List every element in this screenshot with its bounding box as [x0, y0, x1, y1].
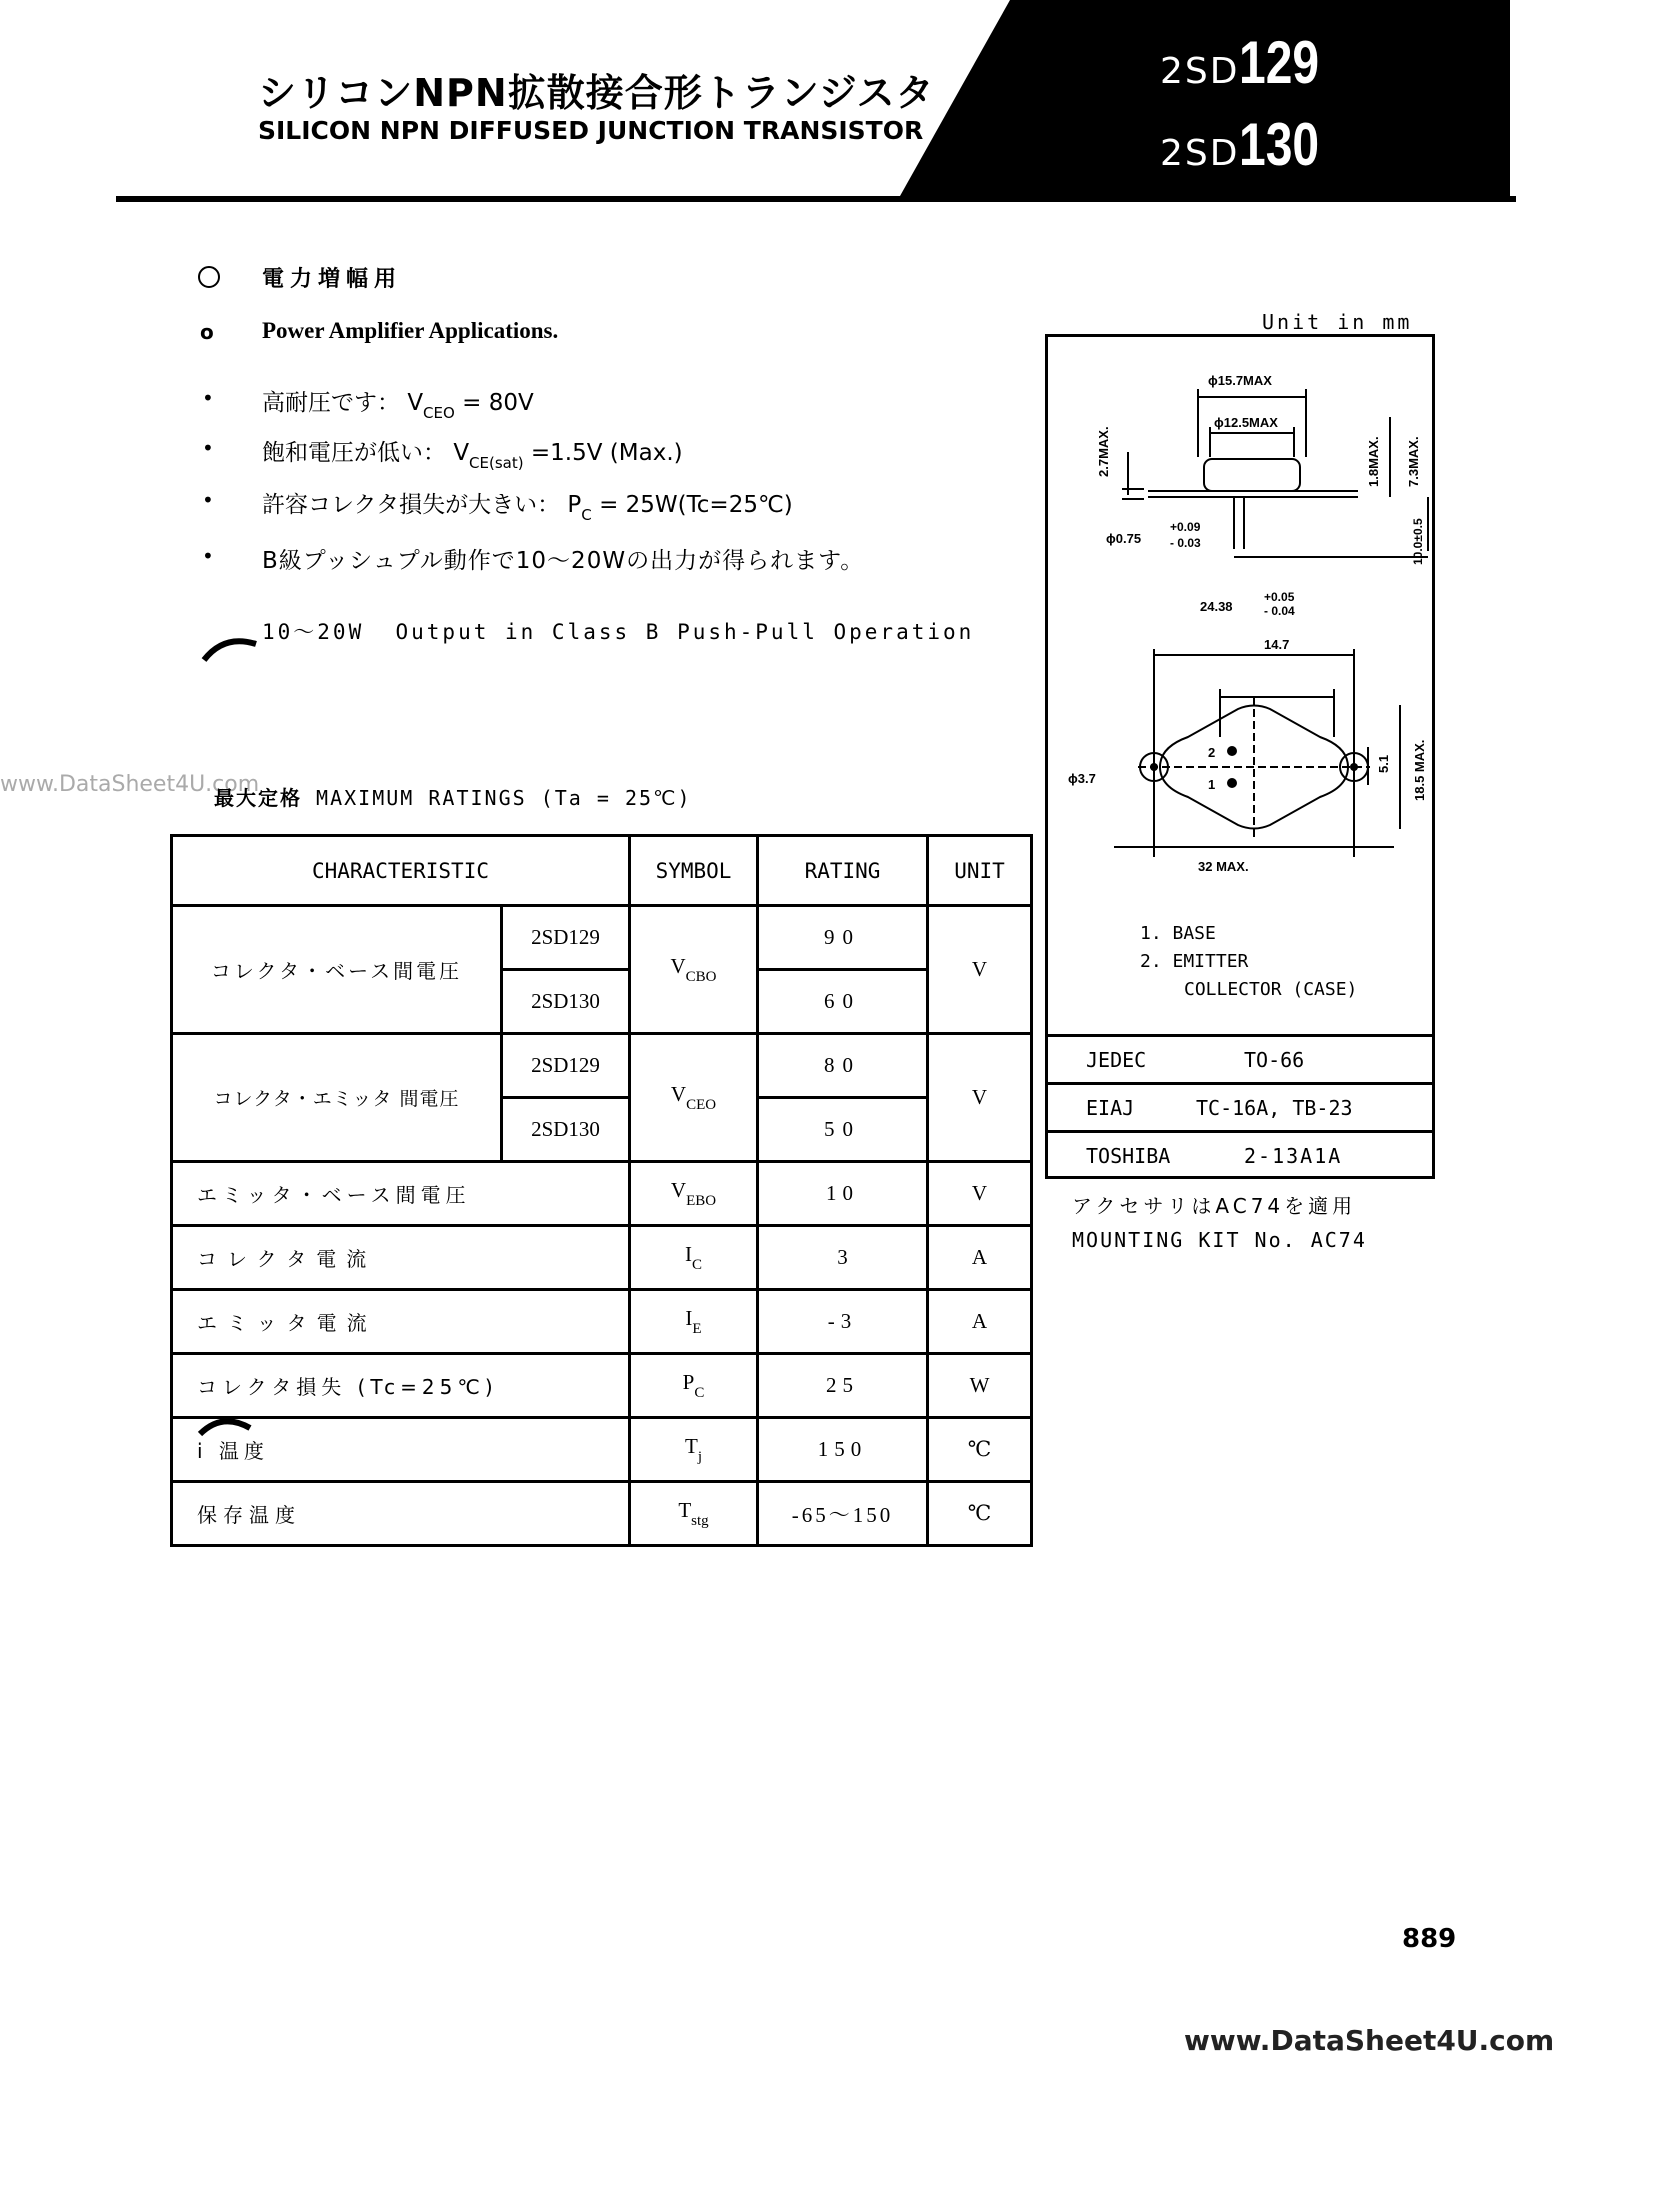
watermark-text: www.DataSheet4U.com: [0, 772, 260, 797]
bullet-dot: •: [202, 488, 214, 512]
dim-32: 32 MAX.: [1198, 859, 1249, 874]
col-header-characteristic: CHARACTERISTIC: [172, 836, 630, 906]
accessory-en: MOUNTING KIT No. AC74: [1072, 1228, 1367, 1252]
table-row: [172, 1418, 1032, 1482]
feature-1: 高耐圧です： $V_{CEO} = 80V$: [262, 390, 534, 422]
col-header-unit: UNIT: [928, 836, 1032, 906]
symbol-cell: $I_C$: [630, 1226, 758, 1290]
col-header-rating: RATING: [758, 836, 928, 906]
legend-base: 1. BASE: [1140, 923, 1216, 944]
rating-cell: 10: [758, 1162, 928, 1226]
table-header-row: [172, 836, 1032, 906]
unit-cell: ℃: [928, 1418, 1032, 1482]
dim-1-8: 1.8MAX.: [1366, 436, 1381, 487]
package-drawing: [1048, 337, 1432, 917]
application-jp: 電力増幅用: [262, 267, 403, 292]
dim-tol-minus: - 0.03: [1170, 536, 1201, 550]
part-cell: 2SD129: [502, 906, 630, 970]
feature-4-en: 10〜20W Output in Class B Push-Pull Operation: [262, 620, 975, 644]
dim-5-1: 5.1: [1376, 754, 1391, 773]
toshiba-label: TOSHIBA: [1086, 1144, 1171, 1168]
unit-cell: V: [928, 1162, 1032, 1226]
ratings-table: [170, 834, 1033, 1547]
symbol-cell: $I_E$: [630, 1290, 758, 1354]
bullet-dot: •: [202, 386, 214, 410]
dim-24-38: 24.38: [1200, 599, 1233, 614]
jedec-row: [1048, 1034, 1432, 1082]
feature-4-jp: B級プッシュプル動作で10〜20Wの出力が得られます。: [262, 548, 865, 574]
toshiba-row: [1048, 1130, 1432, 1178]
table-row: [172, 1354, 1032, 1418]
symbol-cell: $P_C$: [630, 1354, 758, 1418]
rating-cell: 25: [758, 1354, 928, 1418]
rating-cell: 3: [758, 1226, 928, 1290]
unit-cell: ℃: [928, 1482, 1032, 1546]
characteristic-cell: コレクタ電流: [172, 1226, 630, 1290]
unit-cell: W: [928, 1354, 1032, 1418]
table-row: [172, 1226, 1032, 1290]
part-number-1: 2SD129: [1160, 29, 1320, 96]
characteristic-cell: i 温度: [172, 1418, 630, 1482]
dim-phi-12-5: ϕ12.5MAX: [1214, 415, 1278, 430]
smudge-mark: [196, 1410, 256, 1440]
dim-18-5: 18.5 MAX.: [1412, 739, 1427, 801]
application-en: Power Amplifier Applications.: [262, 318, 559, 343]
eiaj-label: EIAJ: [1086, 1096, 1135, 1120]
table-row: [172, 1034, 1032, 1098]
legend-emitter: 2. EMITTER: [1140, 951, 1249, 972]
feature-2: 飽和電圧が低い： $V_{CE(sat)} =1.5V$ (Max.): [262, 440, 683, 472]
bullet-o: o: [200, 320, 214, 344]
table-row: [172, 906, 1032, 970]
part-cell: 2SD129: [502, 1034, 630, 1098]
table-row: [172, 1290, 1032, 1354]
characteristic-cell: 保存温度: [172, 1482, 630, 1546]
characteristic-cell: コレクタ損失 (Tc=25℃): [172, 1354, 630, 1418]
symbol-cell: $V_{CEO}$: [630, 1034, 758, 1162]
jedec-label: JEDEC: [1086, 1048, 1147, 1072]
table-row: [172, 1482, 1032, 1546]
package-outline-box: [1045, 334, 1435, 1179]
dim-tol-plus: +0.05: [1264, 590, 1295, 604]
eiaj-row: [1048, 1082, 1432, 1130]
part-number-2: 2SD130: [1160, 111, 1320, 178]
rating-cell: 50: [758, 1098, 928, 1162]
circle-bullet-icon: [198, 266, 220, 288]
rating-cell: -3: [758, 1290, 928, 1354]
unit-label: Unit in mm: [1262, 310, 1413, 334]
page-number: 889: [1402, 1924, 1457, 1954]
dim-tol-plus: +0.09: [1170, 520, 1201, 534]
characteristic-cell: エミッタ・ベース間電圧: [172, 1162, 630, 1226]
feature-3: 許容コレクタ損失が大きい： $P_C$ = 25W(Tc=25℃): [262, 492, 793, 524]
part-cell: 2SD130: [502, 1098, 630, 1162]
header-rule: [116, 196, 1516, 202]
symbol-cell: $T_j$: [630, 1418, 758, 1482]
pin-2-label: 2: [1208, 745, 1216, 760]
legend-collector: COLLECTOR (CASE): [1184, 979, 1358, 1000]
dim-phi-15-7: ϕ15.7MAX: [1208, 373, 1272, 388]
bullet-dot: •: [202, 436, 214, 460]
dim-tol-minus: - 0.04: [1264, 604, 1295, 618]
dim-14-7: 14.7: [1264, 637, 1290, 652]
symbol-cell: $V_{CBO}$: [630, 906, 758, 1034]
rating-cell: 90: [758, 906, 928, 970]
table-row: [172, 1162, 1032, 1226]
symbol-cell: $V_{EBO}$: [630, 1162, 758, 1226]
unit-cell: A: [928, 1226, 1032, 1290]
title-english: SILICON NPN DIFFUSED JUNCTION TRANSISTOR: [258, 116, 924, 145]
unit-cell: A: [928, 1290, 1032, 1354]
characteristic-cell: エミッタ電流: [172, 1290, 630, 1354]
dim-2-7: 2.7MAX.: [1096, 426, 1111, 477]
rating-cell: 60: [758, 970, 928, 1034]
bullet-dot: •: [202, 544, 214, 568]
part-cell: 2SD130: [502, 970, 630, 1034]
eiaj-value: TC-16A, TB-23: [1196, 1096, 1353, 1120]
title-japanese: シリコンNPN拡散接合形トランジスタ: [258, 71, 935, 115]
dim-10: 10.0±0.5: [1411, 518, 1425, 565]
accessory-jp: アクセサリはAC74を適用: [1072, 1194, 1357, 1218]
rating-cell: 80: [758, 1034, 928, 1098]
characteristic-cell: コレクタ・ベース間電圧: [172, 906, 502, 1034]
pin-1-label: 1: [1208, 777, 1216, 792]
dim-phi-0-75: ϕ0.75: [1106, 531, 1142, 546]
characteristic-cell: コレクタ・エミッタ 間電圧: [172, 1034, 502, 1162]
footer-url: www.DataSheet4U.com: [1184, 2024, 1555, 2057]
col-header-symbol: SYMBOL: [630, 836, 758, 906]
toshiba-value: 2-13A1A: [1244, 1144, 1343, 1168]
unit-cell: V: [928, 1034, 1032, 1162]
rating-cell: -65〜150: [758, 1482, 928, 1546]
symbol-cell: $T_{stg}$: [630, 1482, 758, 1546]
dim-7-3: 7.3MAX.: [1406, 436, 1421, 487]
rating-cell: 150: [758, 1418, 928, 1482]
dim-phi-3-7: ϕ3.7: [1068, 771, 1096, 786]
ratings-title: 最大定格 MAXIMUM RATINGS (Ta = 25℃): [214, 786, 692, 810]
jedec-value: TO-66: [1244, 1048, 1305, 1072]
unit-cell: V: [928, 906, 1032, 1034]
smudge-mark: [200, 626, 260, 666]
